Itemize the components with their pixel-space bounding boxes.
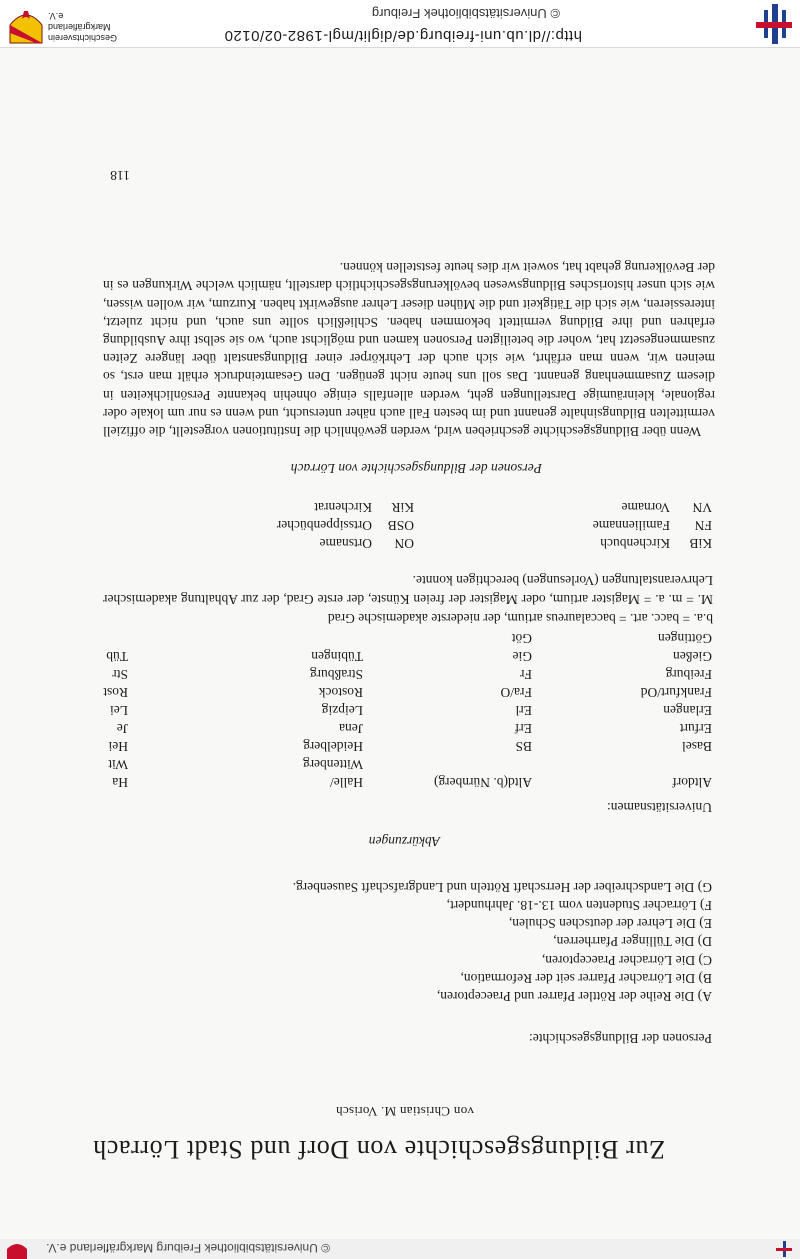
- university-name: Gießen: [673, 649, 712, 664]
- copyright-text: © Universitätsbibliothek Freiburg: [371, 6, 560, 21]
- permalink-url[interactable]: http://dl.ub.uni-freiburg.de/diglit/mgl-1982-02/0120: [224, 27, 582, 44]
- university-name: Göttingen: [658, 631, 712, 646]
- university-name: Erlangen: [663, 703, 712, 718]
- university-name: Heidelberg: [303, 739, 363, 754]
- list-item: E) Die Lehrer der deutschen Schulen,: [508, 916, 712, 932]
- university-abbr: Wit: [108, 757, 128, 772]
- page-number: 118: [110, 168, 130, 183]
- main-paragraph: [103, 258, 715, 440]
- university-name: Straßburg: [310, 667, 363, 682]
- footer-divider: [0, 47, 800, 48]
- university-abbr: Gie: [512, 649, 532, 664]
- source-abbr: VN: [692, 500, 712, 515]
- list-item: G) Die Landschreiber der Herrschaft Rötteln und Landgrafschaft Sausenberg.: [292, 879, 712, 895]
- university-abbr: Erl: [515, 703, 532, 718]
- source-abbr: KiB: [689, 536, 712, 551]
- source-abbr: OSB: [387, 518, 414, 533]
- list-item: C) Die Lörracher Praeceptoren,: [541, 952, 712, 968]
- university-abbr: Fra/O: [500, 685, 532, 700]
- university-abbr: Altd(b. Nürnberg): [434, 775, 532, 790]
- university-name: Basel: [682, 739, 712, 754]
- source-term: Kirchenrat: [314, 500, 372, 515]
- university-abbr: Fr: [519, 667, 532, 682]
- paragraph-text: Wenn über Bildungsgeschichte geschrieben wird, werden gewöhnlich die Institutionen vorgestellt, die offiziell vermittelten Bildungsinhalte genannt und im besten Fall auch näher untersucht, und wenn es nur um lokale oder regionale, kleinräumige Darstellungen geht, werden allenfalls einige ohnehin bekannte Persönlichkeiten in diesem Zusammenhang genannt. Das soll uns heute nicht genügen. Den Gesamteindruck erhält man erst, so meinen wir, wenn man erfährt, wie sich auch der Lehrkörper einer Bildungsanstalt über längere Zeiten zusammengesetzt hat, woher die beteiligten Personen kamen und möglichst auch, wo sie selbst ihre Ausbildung erfahren und ihre Bildung vermittelt bekommen haben. Schließlich sollte uns auch, und nicht zuletzt, interessieren, wie sich die Tätigkeit und die Mühen dieser Lehrer ausgewirkt haben. Kurzum, wir wollen wissen, wie sich unser historisches Bildungswesen bevölkerungsgeschichtlich darstellt, nämlich welche Wirkungen es in der Bevölkerung gehabt hat, soweit wir dies heute feststellen können.: [103, 260, 715, 439]
- crest-icon: [4, 1239, 30, 1259]
- university-name: Jena: [339, 721, 363, 736]
- university-abbr: BS: [515, 739, 532, 754]
- degree-magister: M. = m. a. = Magister artium, oder Magister der freien Künste, der erste Grad, der zur Abhaltung akademischer Lehrveranstaltungen (Vorlesungen) berechtigen konnte.: [103, 573, 713, 607]
- article-title: Zur Bildungsgeschichte von Dorf und Stadt Lörrach: [92, 1135, 665, 1164]
- university-name: Wittenberg: [303, 757, 363, 772]
- ub-logo-icon: [774, 1239, 794, 1259]
- persons-category-list: [293, 878, 712, 1005]
- persons-heading: Personen der Bildungsgeschichte von Lörrach: [290, 461, 542, 476]
- university-names-label: Universitätsnamen:: [607, 800, 712, 815]
- university-name: Freiburg: [665, 667, 712, 682]
- university-abbr: Erf: [514, 721, 532, 736]
- university-name: Tübingen: [311, 649, 363, 664]
- university-abbr: Lei: [110, 703, 128, 718]
- degree-bacc: b.a. = bacc. art. = baccalaureus artium, der niederste akademische Grad: [327, 611, 713, 626]
- source-abbr: FN: [694, 518, 712, 533]
- source-term: Familienname: [592, 518, 670, 533]
- society-line: Markgräflerland e.V.: [48, 11, 111, 32]
- university-abbr: Str: [112, 667, 128, 682]
- list-intro: Personen der Bildungsgeschichte:: [529, 1031, 712, 1046]
- list-item: F) Lörracher Studenten vom 13.-18. Jahrhundert,: [446, 898, 712, 914]
- university-name: Rostock: [318, 685, 363, 700]
- source-term: Vorname: [621, 500, 670, 515]
- society-name: [48, 10, 118, 43]
- university-abbr: Je: [116, 721, 128, 736]
- list-item: D) Die Tüllinger Pfarrherren,: [553, 934, 712, 950]
- university-name: Leipzig: [321, 703, 363, 718]
- university-abbr: Göt: [511, 631, 532, 646]
- source-term: Kirchenbuch: [600, 536, 670, 551]
- header-text: © Universitätsbibliothek Freiburg Markgräflerland e.V.: [46, 1241, 330, 1255]
- crest-icon: [8, 5, 44, 45]
- university-name: Frankfurt/Od: [640, 685, 712, 700]
- list-item: B) Die Lörracher Pfarrer seit der Reformation,: [460, 970, 712, 986]
- source-abbr: ON: [394, 536, 414, 551]
- university-name: Altdorf: [672, 775, 712, 790]
- abbreviations-heading: Abkürzungen: [368, 834, 440, 849]
- university-abbr: Hei: [108, 739, 128, 754]
- university-abbr: Tüb: [106, 649, 128, 664]
- ub-logo-icon: [752, 2, 796, 46]
- university-abbr: Ha: [112, 775, 128, 790]
- university-abbr: Rost: [103, 685, 128, 700]
- university-name: Erfurt: [679, 721, 712, 736]
- list-item: A) Die Reihe der Röttler Pfarrer und Praeceptoren,: [436, 989, 712, 1004]
- article-author: von Christian M. Vorisch: [335, 1104, 474, 1119]
- source-term: Ortssippenbücher: [276, 518, 372, 533]
- society-line: Geschichtsverein: [48, 33, 118, 43]
- university-name: Halle/: [330, 775, 363, 790]
- source-abbr: KiR: [391, 500, 414, 515]
- source-term: Ortsname: [319, 536, 372, 551]
